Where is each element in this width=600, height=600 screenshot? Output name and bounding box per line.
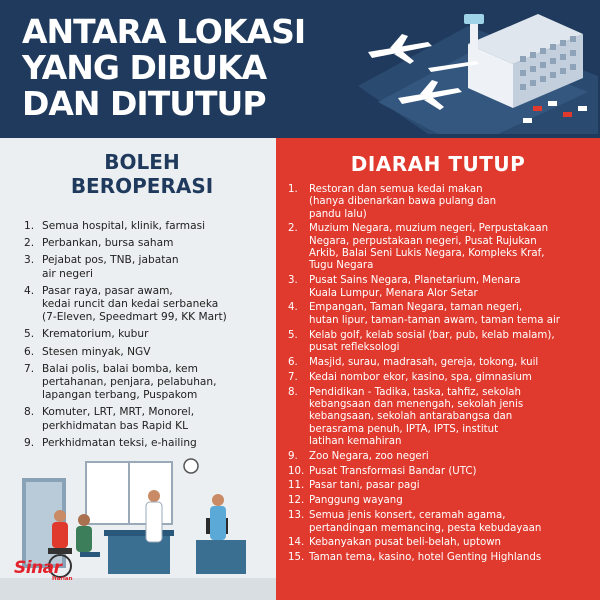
closed-list-item: [288, 466, 596, 478]
allowed-list-item: [24, 437, 274, 450]
list-item-number: 1.: [24, 220, 35, 232]
list-item-line: Perbankan, bursa saham: [42, 237, 174, 250]
airport-illustration: [358, 6, 598, 134]
closed-list-item: [288, 537, 596, 549]
closed-list-item: [288, 275, 596, 300]
list-item-line: Restoran dan semua kedai makan: [309, 184, 483, 195]
allowed-list-item: [24, 328, 274, 341]
list-item-line: pertahanan, penjara, pelabuhan,: [42, 376, 217, 389]
list-item-text: [309, 223, 596, 272]
list-item-text: [309, 495, 596, 507]
list-item-line: lapangan terbang, Puspakom: [42, 389, 198, 402]
list-item-text: [42, 406, 274, 432]
list-item-line: kedai runcit dan kedai serbaneka: [42, 298, 219, 311]
list-item-text: [309, 466, 596, 478]
list-item-line: Kebanyakan pusat beli-belah, uptown: [309, 537, 501, 549]
list-item-text: [309, 510, 596, 535]
list-item-text: [42, 437, 274, 450]
list-item-number: 11.: [288, 480, 305, 492]
logo-name: Sinar: [14, 558, 62, 578]
closed-list-item: [288, 495, 596, 507]
list-item-text: [309, 552, 596, 564]
list-item-text: [309, 372, 596, 384]
title-line-1: ANTARA LOKASI: [22, 12, 306, 51]
list-item-line: Balai polis, balai bomba, kem: [42, 362, 198, 375]
allowed-title-line-2: BEROPERASI: [70, 174, 214, 198]
list-item-line: perkhidmatan bas Rapid KL: [42, 419, 188, 432]
list-item-number: 12.: [288, 495, 305, 507]
list-item-line: berasrama penuh, IPTA, IPTS, institut: [309, 423, 499, 435]
list-item-number: 3.: [24, 254, 35, 267]
allowed-list-item: [24, 237, 274, 250]
list-item-line: pusat refleksologi: [309, 341, 400, 353]
list-item-number: 8.: [24, 406, 35, 419]
list-item-text: [309, 302, 596, 327]
list-item-number: 2.: [288, 223, 298, 235]
list-item-text: [42, 346, 274, 359]
list-item-number: 4.: [24, 284, 35, 297]
list-item-number: 15.: [288, 552, 305, 564]
sinar-harian-logo: [14, 558, 80, 584]
list-item-line: (hanya dibenarkan bawa pulang dan: [309, 196, 497, 208]
list-item-number: 6.: [288, 356, 298, 368]
list-item-line: Pusat Transformasi Bandar (UTC): [309, 465, 477, 477]
closed-list-item: [288, 302, 596, 327]
allowed-list-item: [24, 220, 274, 233]
closed-list-item: [288, 330, 596, 355]
list-item-text: [309, 480, 596, 492]
allowed-list-item: [24, 254, 274, 280]
closed-list-item: [288, 510, 596, 535]
list-item-line: Taman tema, kasino, hotel Genting Highlands: [309, 552, 542, 564]
list-item-line: Tugu Negara: [309, 260, 374, 272]
list-item-line: Pusat Sains Negara, Planetarium, Menara: [309, 275, 521, 287]
list-item-line: Pasar raya, pasar awam,: [42, 284, 173, 297]
logo-sub: Harian: [52, 576, 73, 582]
list-item-number: 14.: [288, 537, 305, 549]
list-item-number: 3.: [288, 275, 298, 287]
closed-list-item: [288, 184, 596, 221]
list-item-text: [309, 387, 596, 448]
allowed-title-line-1: BOLEH: [104, 150, 180, 174]
list-item-line: Krematorium, kubur: [42, 328, 149, 341]
list-item-line: Empangan, Taman Negara, taman negeri,: [309, 302, 523, 314]
list-item-line: Masjid, surau, madrasah, gereja, tokong, kuil: [309, 356, 539, 368]
list-item-line: pertandingan memancing, pesta kebudayaan: [309, 522, 542, 534]
page-title: [22, 14, 342, 122]
list-item-line: Kuala Lumpur, Menara Alor Setar: [309, 287, 478, 299]
list-item-line: Panggung wayang: [309, 495, 403, 507]
title-line-2: YANG DIBUKA: [22, 48, 267, 87]
list-item-number: 10.: [288, 465, 305, 477]
closed-list-item: [288, 372, 596, 384]
list-item-text: [42, 254, 274, 280]
list-item-line: Zoo Negara, zoo negeri: [309, 450, 429, 462]
list-item-text: [42, 363, 274, 403]
list-item-text: [309, 330, 596, 355]
closed-panel: [276, 138, 600, 600]
list-item-line: (7-Eleven, Speedmart 99, KK Mart): [42, 311, 227, 324]
list-item-line: Negara, perpustakaan negeri, Pusat Rujukan: [309, 235, 537, 247]
list-item-line: kebangsaan dan menengah, sekolah jenis: [309, 398, 524, 410]
list-item-line: Kedai nombor ekor, kasino, spa, gimnasium: [309, 371, 532, 383]
list-item-line: Arkib, Balai Seni Lukis Negara, Kompleks Kraf,: [309, 248, 545, 260]
list-item-number: 4.: [288, 302, 298, 314]
list-item-text: [309, 184, 596, 221]
list-item-line: Semua hospital, klinik, farmasi: [42, 220, 206, 232]
list-item-line: Perkhidmatan teksi, e-hailing: [42, 436, 197, 449]
list-item-number: 13.: [288, 510, 305, 522]
list-item-number: 8.: [288, 386, 298, 398]
closed-list-item: [288, 480, 596, 492]
list-item-number: 7.: [288, 371, 298, 383]
list-item-line: Komuter, LRT, MRT, Monorel,: [42, 406, 195, 419]
closed-list: [288, 184, 596, 567]
title-line-3: DAN DITUTUP: [22, 84, 266, 123]
list-item-line: Pasar tani, pasar pagi: [309, 480, 420, 492]
allowed-list: [24, 220, 274, 454]
list-item-line: Semua jenis konsert, ceramah agama,: [309, 510, 506, 522]
list-item-text: [309, 451, 596, 463]
list-item-text: [42, 220, 274, 233]
closed-list-item: [288, 357, 596, 369]
list-item-number: 6.: [24, 345, 35, 358]
list-item-number: 5.: [24, 328, 35, 341]
allowed-list-item: [24, 285, 274, 325]
allowed-list-item: [24, 406, 274, 432]
list-item-line: Pejabat pos, TNB, jabatan: [42, 254, 179, 267]
list-item-text: [309, 275, 596, 300]
allowed-list-item: [24, 363, 274, 403]
list-item-number: 9.: [288, 450, 298, 462]
list-item-text: [42, 285, 274, 325]
list-item-line: kebangsaan, sekolah antarabangsa dan: [309, 411, 513, 423]
list-item-text: [42, 237, 274, 250]
header-banner: [0, 0, 600, 138]
list-item-line: Pendidikan - Tadika, taska, tahfiz, sekolah: [309, 386, 521, 398]
list-item-line: Kelab golf, kelab sosial (bar, pub, kelab malam),: [309, 329, 555, 341]
list-item-number: 9.: [24, 436, 35, 449]
list-item-line: latihan kemahiran: [309, 435, 402, 447]
list-item-line: Stesen minyak, NGV: [42, 345, 151, 358]
list-item-line: hutan lipur, taman-taman awam, taman tema air: [309, 314, 560, 326]
closed-list-item: [288, 387, 596, 448]
closed-title: DIARAH TUTUP: [350, 152, 526, 176]
list-item-text: [309, 537, 596, 549]
list-item-number: 7.: [24, 362, 35, 375]
list-item-line: air negeri: [42, 267, 93, 280]
list-item-line: Muzium Negara, muzium negeri, Perpustakaan: [309, 223, 549, 235]
closed-list-item: [288, 552, 596, 564]
list-item-text: [42, 328, 274, 341]
list-item-number: 2.: [24, 237, 35, 250]
closed-list-item: [288, 223, 596, 272]
allowed-list-item: [24, 346, 274, 359]
list-item-number: 1.: [288, 184, 298, 195]
list-item-number: 5.: [288, 329, 298, 341]
closed-list-item: [288, 451, 596, 463]
list-item-text: [309, 357, 596, 369]
allowed-title: [0, 150, 276, 198]
list-item-line: pandu lalu): [309, 208, 367, 220]
